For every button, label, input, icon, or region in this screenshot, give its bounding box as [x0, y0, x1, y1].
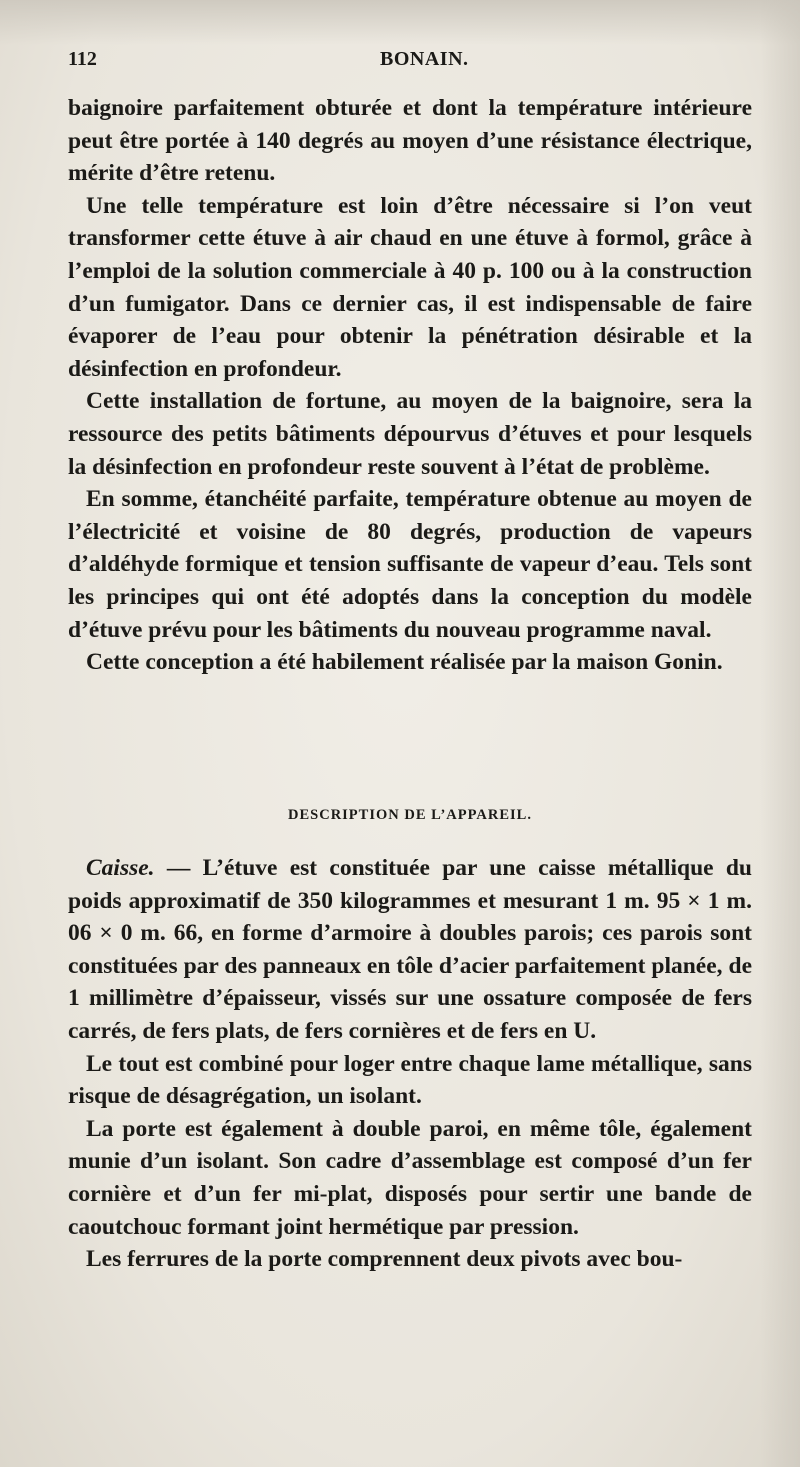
page-edge-shadow: [760, 0, 800, 1467]
paragraph-text: — L’étuve est constituée par une caisse métallique du poids approximatif de 350 kilogrammes et mesurant 1 m. 95 × 1 m. 06 × 0 m. 66, en forme d’armoire à doubles parois; ces parois sont constituées par des panneaux en tôle d’acier parfaitement planée, de 1 millimètre d’épaisseur, vissés sur une ossature composée de fers carrés, de fers plats, de fers cornières et de fers en U.: [68, 855, 752, 1044]
section-paragraph-2: Le tout est combiné pour loger entre chaque lame métallique, sans risque de désagrégation, un isolant.: [68, 1050, 752, 1110]
page-top-shadow: [0, 0, 800, 45]
paragraph-5: Cette conception a été habilement réalisée par la maison Gonin.: [86, 649, 723, 676]
paragraph-3: Cette installation de fortune, au moyen de la baignoire, sera la ressource des petits bâtiments dépourvus d’étuves et pour lesquels la désinfection en profondeur reste souvent à l’état de problème.: [68, 388, 752, 480]
section-body-text: [68, 852, 752, 1276]
paragraph-1: baignoire parfaitement obturée et dont la température intérieure peut être portée à 140 degrés au moyen d’une résistance électrique, mérite d’être retenu.: [68, 95, 752, 187]
section-heading: DESCRIPTION DE L’APPAREIL.: [288, 807, 532, 823]
section-paragraph-4: Les ferrures de la porte comprennent deux pivots avec bou-: [86, 1246, 683, 1273]
paragraph-2: Une telle température est loin d’être nécessaire si l’on veut transformer cette étuve à air chaud en une étuve à formol, grâce à l’emploi de la solution commerciale à 40 p. 100 ou à la construction d’un fumigator. Dans ce dernier cas, il est indispensable de faire évaporer de l’eau pour obtenir la pénétration désirable et la désinfection en profondeur.: [68, 192, 752, 382]
section-paragraph-1: [68, 852, 752, 1048]
section-paragraph-3: La porte est également à double paroi, en même tôle, également munie d’un isolant. Son cadre d’assemblage est composé d’un fer cornière et d’un fer mi-plat, disposés pour sertir une bande de caoutchouc formant joint hermétique par pression.: [68, 1115, 752, 1240]
running-head: BONAIN.: [380, 48, 469, 70]
page-header: [68, 48, 752, 78]
body-text: [68, 92, 752, 679]
page-number: 112: [68, 48, 97, 70]
paragraph-4: En somme, étanchéité parfaite, température obtenue au moyen de l’électricité et voisine de 80 degrés, production de vapeurs d’aldéhyde formique et tension suffisante de vapeur d’eau. Tels sont les principes qui ont été adoptés dans la conception du modèle d’étuve prévu pour les bâtiments du nouveau programme naval.: [68, 486, 752, 643]
paragraph-lead-in: Caisse.: [86, 855, 155, 881]
